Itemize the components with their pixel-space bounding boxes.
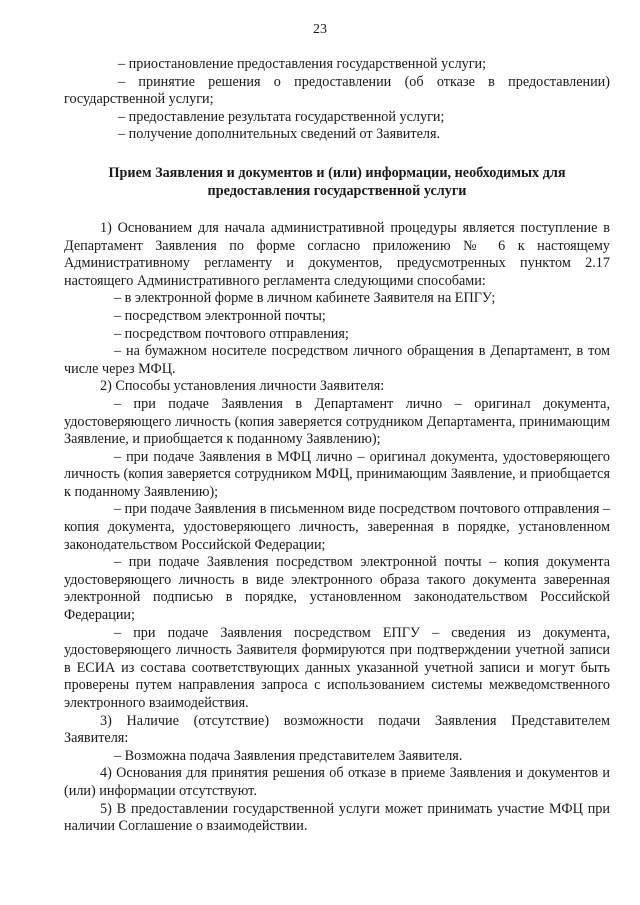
list-item: – посредством электронной почты; (114, 307, 326, 324)
list-item: – при подаче Заявления посредством ЕПГУ – сведения из документа, удостоверяющего личность Заявителя формируются при подтверждении учетной записи в ЕСИА из состава соответствующих данных указанной учетной записи и могут быть проверены путем направления запроса с использованием системы межведомственного электронного взаимодействия. (64, 624, 610, 711)
list-item: – получение дополнительных сведений от Заявителя. (118, 126, 441, 143)
list-item: – на бумажном носителе посредством личного обращения в Департамент, в том числе через МФЦ. (64, 343, 610, 377)
list-item: – предоставление результата государственной услуги; (118, 108, 445, 125)
list-item: – при подаче Заявления в письменном виде посредством почтового отправления – копия документа, удостоверяющего личность, заверенная в порядке, установленном законодательством Российской Федерации; (64, 501, 611, 553)
list-item: – принятие решения о предоставлении (об отказе в предоставлении) государственной услуги; (64, 73, 610, 108)
paragraph-4: 4) Основания для принятия решения об отказе в приеме Заявления и документов и (или) информации отсутствуют. (64, 765, 610, 799)
paragraph-5: 5) В предоставлении государственной услуги может принимать участие МФЦ при наличии Соглашение о взаимодействии. (64, 800, 610, 835)
list-item: – при подаче Заявления в МФЦ лично – оригинал документа, удостоверяющего личность (копия заверяется сотрудником МФЦ, принимающим Заявление, и приобщается к поданному Заявлению); (64, 448, 610, 500)
paragraph-3: 3) Наличие (отсутствие) возможности подачи Заявления Представителем Заявителя: (64, 712, 610, 747)
list-item: – в электронной форме в личном кабинете Заявителя на ЕПГУ; (114, 290, 496, 307)
section-heading: Прием Заявления и документов и (или) информации, необходимых для предоставления государственной услуги (108, 164, 566, 199)
document-body (64, 56, 610, 836)
list-item: – при подаче Заявления в Департамент лично – оригинал документа, удостоверяющего личность (копия заверяется сотрудником Департамента, принимающим Заявление, и приобщается к поданному Заявлению); (64, 395, 610, 448)
paragraph-1: 1) Основанием для начала административной процедуры является поступление в Департамент Заявления по форме согласно приложению № 6 к настоящему Административному регламенту и документов, предусмотренных пунктом 2.17 настоящего Административного регламента следующими способами: (64, 219, 610, 289)
list-item: – посредством почтового отправления; (114, 325, 349, 342)
list-item: – Возможна подача Заявления представителем Заявителя. (114, 747, 463, 764)
list-item: – приостановление предоставления государственной услуги; (118, 56, 487, 72)
page-number: 23 (313, 22, 327, 37)
paragraph-2: 2) Способы установления личности Заявителя: (100, 378, 385, 395)
list-item: – при подаче Заявления посредством электронной почты – копия документа удостоверяющего личность в виде электронного образа такого документа заверенная электронной подписью в порядке, установленном законодательством Российской Федерации; (64, 554, 610, 624)
